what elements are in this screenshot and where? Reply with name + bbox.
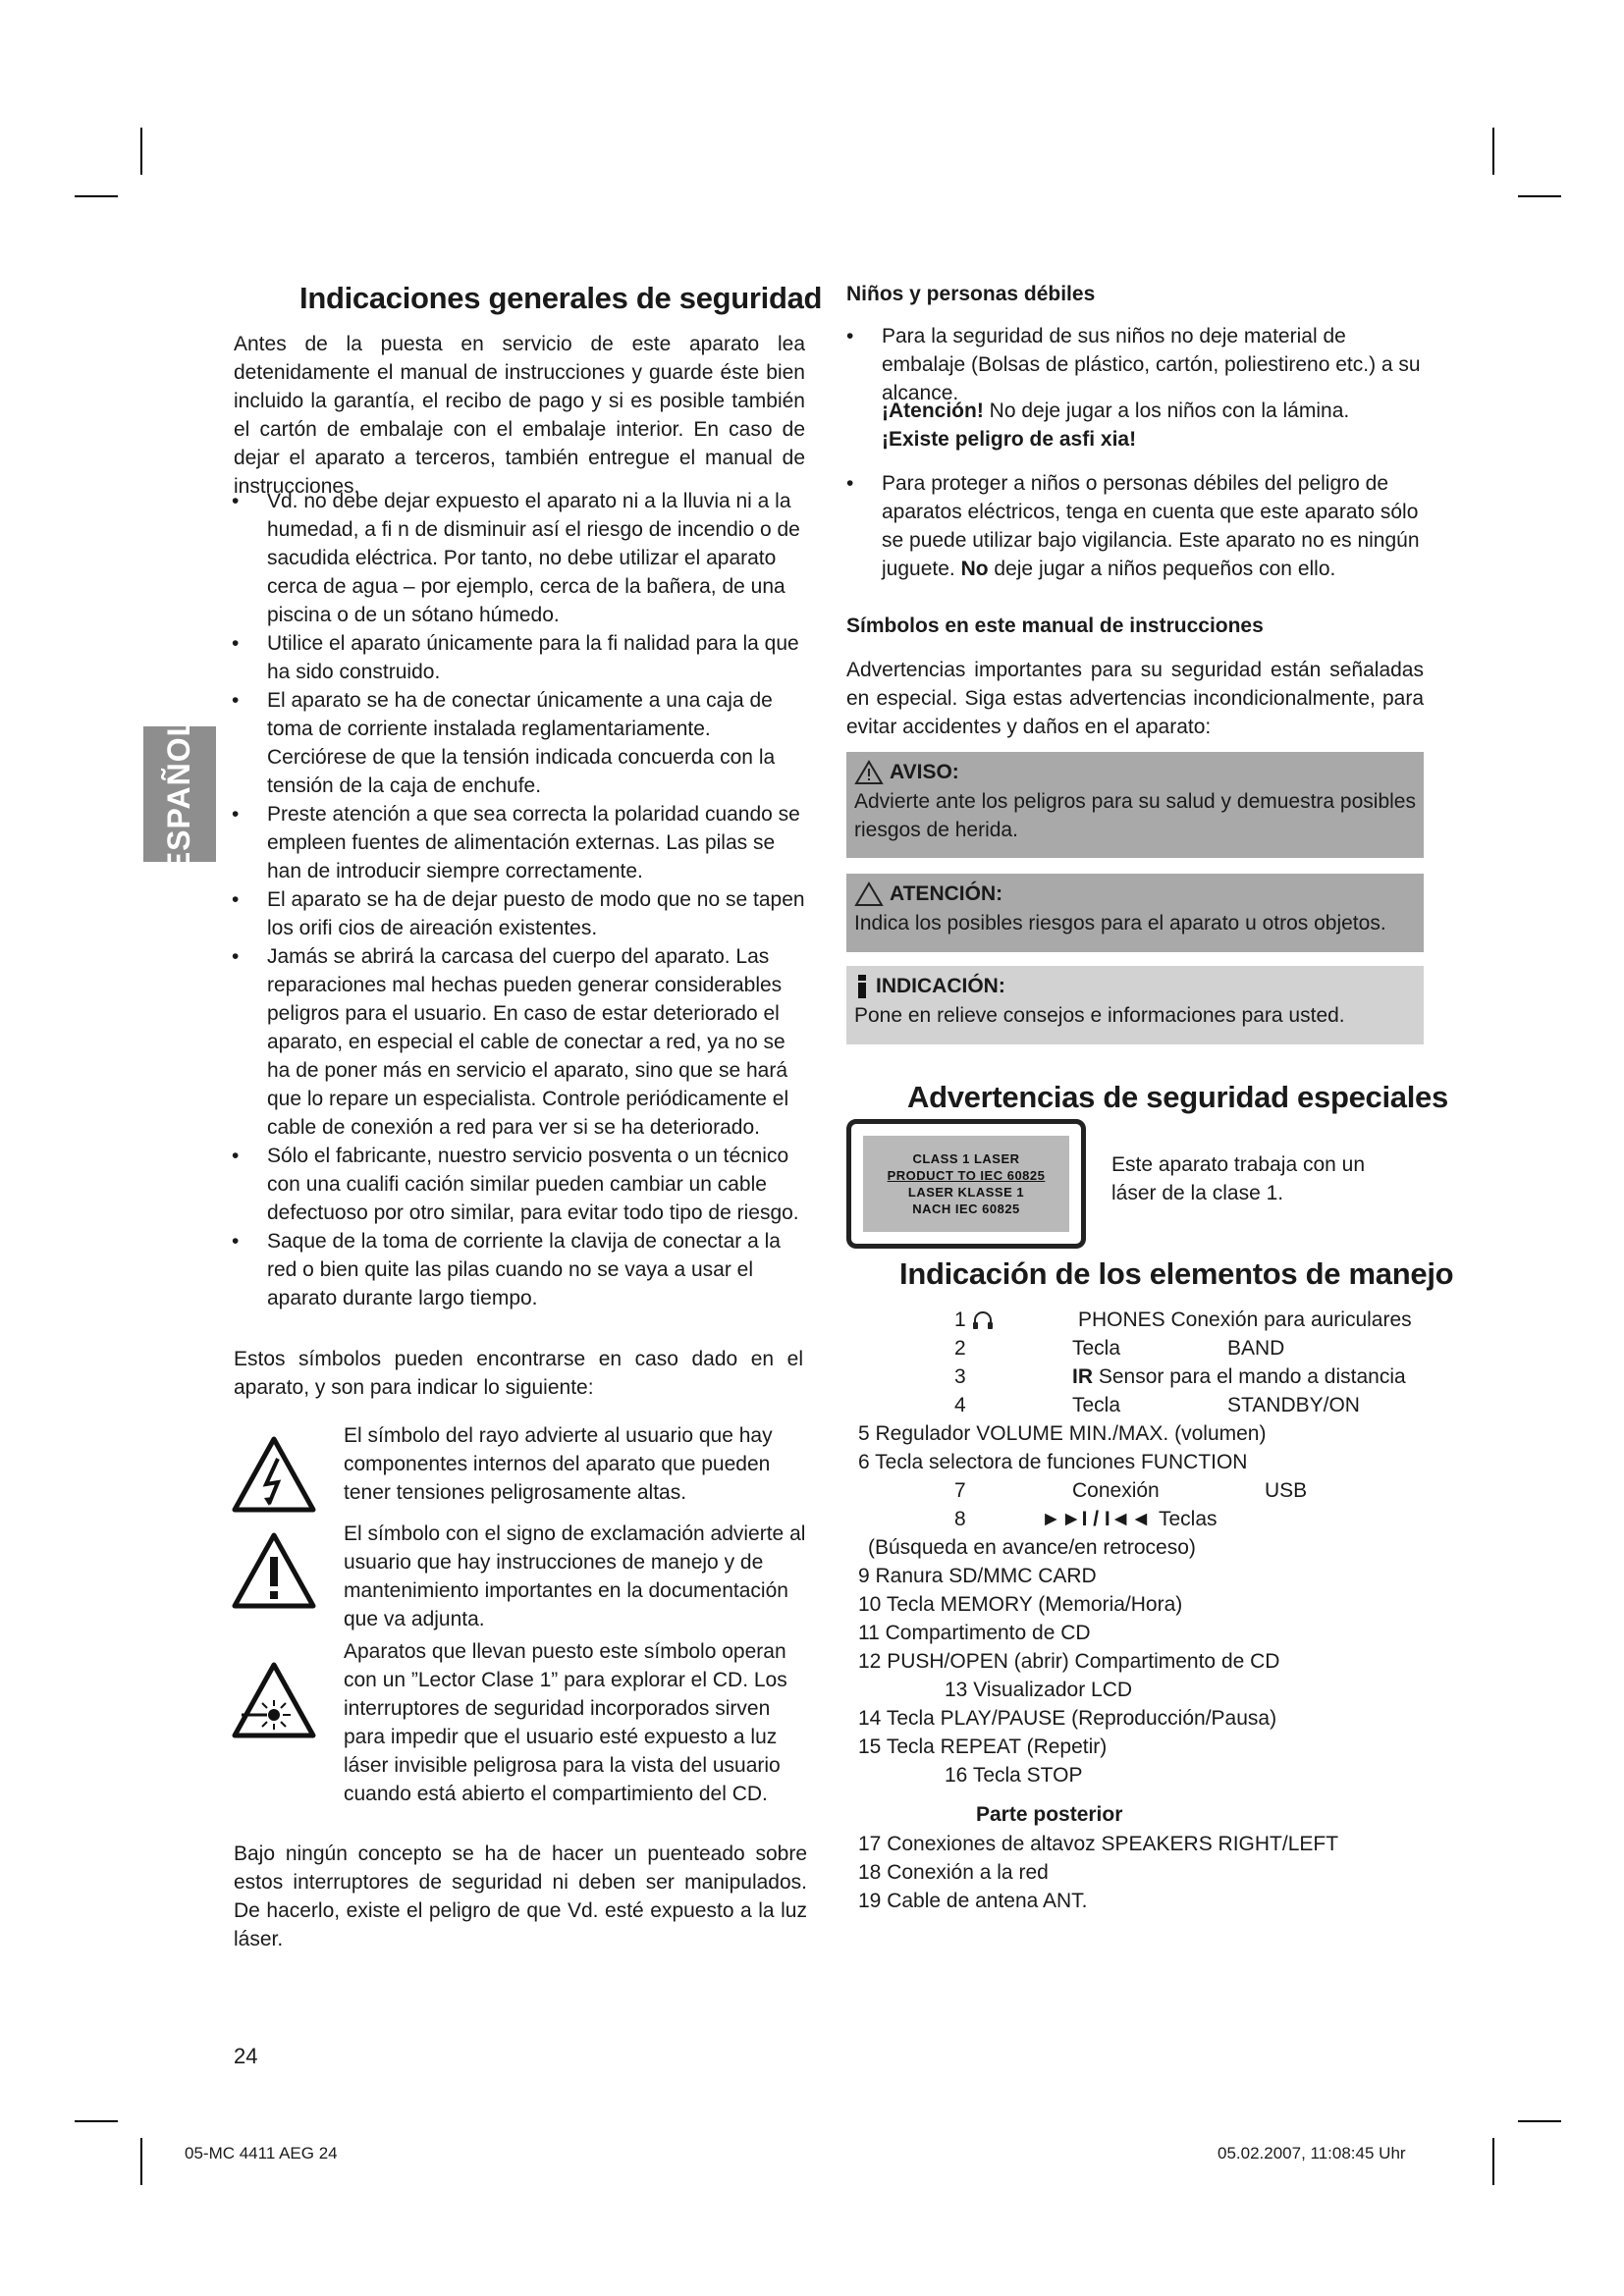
control-11: 11 Compartimento de CD	[858, 1622, 1091, 1644]
footer-timestamp: 05.02.2007, 11:08:45 Uhr	[1218, 2144, 1406, 2163]
notice-aviso-label: AVISO:	[890, 761, 959, 783]
child-bullet2-text-b: deje jugar a niños pequeños con ello.	[988, 558, 1336, 580]
laser-class-label	[846, 1119, 1086, 1249]
control-13: 13 Visualizador LCD	[945, 1679, 1133, 1701]
control-16: 16 Tecla STOP	[945, 1764, 1083, 1787]
control-3-ir: IR	[1072, 1365, 1093, 1388]
list-item: • El aparato se ha de dejar puesto de modo que no se tapen los orifi cios de aireación existentes.	[232, 885, 805, 942]
crop-mark-br-h	[1518, 2120, 1561, 2122]
control-3-text: Sensor para el mando a distancia	[1093, 1365, 1406, 1388]
headphones-icon	[972, 1310, 994, 1330]
controls-title: Indicación de los elementos de manejo	[899, 1256, 1454, 1291]
crop-mark-tr-h	[1518, 195, 1561, 197]
control-4-label: Tecla	[1072, 1394, 1121, 1416]
crop-mark-tr-v	[1492, 128, 1494, 175]
list-item: • Jamás se abrirá la carcasa del cuerpo del aparato. Las reparaciones mal hechas pueden generar considerables peligros para el usuario. En caso de estar deteriorado el aparato, en especial el cable de conectar a red, ya no se ha de poner más en servicio el aparato, sino que se hará que lo repare un especialista. Controle periódicamente el cable de conexión a red para ver si se ha deteriorado.	[232, 942, 805, 1142]
general-safety-title: Indicaciones generales de seguridad	[299, 281, 823, 315]
control-5: 5 Regulador VOLUME MIN./MAX. (volumen)	[858, 1422, 1267, 1445]
notice-atencion-title	[846, 874, 1424, 907]
symbols-manual-title: Símbolos en este manual de instrucciones	[846, 614, 1264, 637]
laser-class-text: Este aparato trabaja con un láser de la clase 1.	[1111, 1153, 1366, 1204]
laser-label-line: CLASS 1 LASER	[912, 1151, 1020, 1166]
symbol-laser-text: Aparatos que llevan puesto este símbolo operan con un ”Lector Clase 1” para explorar el CD. Los interruptores de seguridad incorporados sirven para impedir que el usuario esté expuesto a luz láser invisible peligrosa para la vista del usuario cuando está abierto el compartimiento del CD.	[344, 1640, 787, 1805]
children-list	[846, 322, 1426, 407]
crop-mark-tl-v	[140, 128, 142, 175]
list-item: • Sólo el fabricante, nuestro servicio posventa o un técnico con una cualifi cación similar pueden cambiar un cable defectuoso por otro similar, para evitar todo tipo de riesgo.	[232, 1142, 805, 1227]
notice-atencion-label: ATENCIÓN:	[890, 882, 1003, 905]
list-item	[846, 469, 1426, 583]
control-7-label: Conexión	[1072, 1479, 1160, 1502]
children-list-2	[846, 469, 1426, 583]
language-side-tab	[143, 716, 216, 873]
list-item: • El aparato se ha de conectar únicamente a una caja de toma de corriente instalada reglamentariamente. Cerciórese de que la tensión indicada concuerda con la tensión de la caja de enchufe.	[232, 686, 805, 800]
control-6: 6 Tecla selectora de funciones FUNCTION	[858, 1451, 1248, 1473]
notice-indicacion-label: INDICACIÓN:	[876, 975, 1005, 997]
exclamation-warning-icon	[232, 1531, 316, 1610]
list-item: • Vd. no debe dejar expuesto el aparato ni a la lluvia ni a la humedad, a fi n de disminuir así el riesgo de incendio o de sacudida eléctrica. Por tanto, no debe utilizar el aparato cerca de agua – por ejemplo, cerca de la bañera, de una piscina o de un sótano húmedo.	[232, 487, 805, 629]
list-item: • Para la seguridad de sus niños no deje material de embalaje (Bolsas de plástico, cartón, poliestireno etc.) a su alcance.	[846, 322, 1426, 407]
symbol-laser-row	[232, 1637, 806, 1834]
symbol-exclamation-row	[232, 1520, 806, 1637]
control-10: 10 Tecla MEMORY (Memoria/Hora)	[858, 1593, 1183, 1616]
control-4-value: STANDBY/ON	[1227, 1394, 1360, 1416]
control-8-symbols: ►►I / I◄◄	[1041, 1508, 1152, 1530]
control-8-number: 8	[954, 1508, 966, 1530]
crop-mark-br-v	[1492, 2138, 1494, 2185]
info-icon	[854, 974, 870, 999]
control-17: 17 Conexiones de altavoz SPEAKERS RIGHT/LEFT	[858, 1833, 1339, 1855]
symbols-intro: Estos símbolos pueden encontrarse en caso dado en el aparato, y son para indicar lo siguiente:	[234, 1348, 803, 1399]
crop-mark-bl-h	[75, 2120, 118, 2122]
list-item: • Preste atención a que sea correcta la polaridad cuando se empleen fuentes de alimentación externas. Las pilas se han de introducir siempre correctamente.	[232, 800, 805, 885]
suffocation-warning	[882, 397, 1422, 454]
laser-label-line: PRODUCT TO IEC 60825	[887, 1168, 1046, 1183]
page-number: 24	[234, 2044, 258, 2068]
notice-aviso-title	[846, 752, 1424, 785]
control-18: 18 Conexión a la red	[858, 1861, 1049, 1884]
control-1-label: PHONES Conexión para auriculares	[1078, 1308, 1412, 1331]
rear-panel-title: Parte posterior	[976, 1803, 1123, 1826]
language-side-tab-label: ESPAÑOL	[161, 716, 197, 873]
control-2-number: 2	[954, 1337, 966, 1360]
control-8-label: Teclas	[1159, 1508, 1218, 1530]
lightning-warning-icon	[232, 1435, 316, 1514]
control-19: 19 Cable de antena ANT.	[858, 1890, 1088, 1912]
symbols-manual-text: Advertencias importantes para su seguridad están señaladas en especial. Siga estas advertencias incondicionalmente, para evitar accidentes y daños en el aparato:	[846, 659, 1424, 738]
safety-switch-note: Bajo ningún concepto se ha de hacer un puenteado sobre estos interruptores de seguridad ni deben ser manipulados. De hacerlo, existe el peligro de que Vd. esté expuesto a la luz láser.	[234, 1842, 807, 1950]
control-3-number: 3	[954, 1365, 966, 1388]
laser-label-line: NACH IEC 60825	[912, 1201, 1020, 1216]
control-1-number: 1	[954, 1308, 966, 1331]
control-14: 14 Tecla PLAY/PAUSE (Reproducción/Pausa)	[858, 1707, 1277, 1730]
notice-atencion	[846, 874, 1424, 952]
notice-aviso	[846, 752, 1424, 858]
control-2-value: BAND	[1227, 1337, 1285, 1360]
notice-aviso-body: Advierte ante los peligros para su salud y demuestra posibles riesgos de herida.	[854, 790, 1416, 841]
control-3-label	[1072, 1364, 1406, 1390]
general-safety-intro: Antes de la puesta en servicio de este aparato lea detenidamente el manual de instrucciones y guarde éste bien incluido la garantía, el recibo de pago y si es posible también el cartón de embalaje con el embalaje interior. En caso de dejar el aparato a terceros, también entregue el manual de instrucciones.	[234, 333, 805, 498]
control-15: 15 Tecla REPEAT (Repetir)	[858, 1735, 1108, 1758]
attention-mid: No deje jugar a los niños con la lámina.	[983, 400, 1350, 422]
child-bullet2-text-a: Para proteger a niños o personas débiles del peligro de aparatos eléctricos, tenga en cuenta que este aparato sólo se puede utilizar bajo vigilancia. Este aparato no es ningún juguete.	[882, 472, 1420, 580]
warning-triangle-icon	[854, 760, 884, 785]
laser-label-line: LASER KLASSE 1	[907, 1185, 1025, 1200]
attention-lead: ¡Atención!	[882, 400, 984, 422]
general-safety-list	[232, 487, 805, 1312]
control-2-label: Tecla	[1072, 1337, 1121, 1360]
laser-class-label-inner	[863, 1136, 1069, 1232]
control-7-value: USB	[1265, 1479, 1308, 1502]
notice-indicacion-body: Pone en relieve consejos e informaciones para usted.	[854, 1004, 1345, 1027]
footer-file-info: 05-MC 4411 AEG 24	[185, 2144, 338, 2163]
notice-atencion-body: Indica los posibles riesgos para el aparato u otros objetos.	[854, 912, 1386, 934]
symbol-lightning-row	[232, 1421, 806, 1516]
attention-bold: ¡Existe peligro de asfi xia!	[882, 428, 1137, 451]
control-9: 9 Ranura SD/MMC CARD	[858, 1565, 1097, 1587]
special-safety-title: Advertencias de seguridad especiales	[907, 1080, 1448, 1114]
list-item: • Saque de la toma de corriente la clavija de conectar a la red o bien quite las pilas cuando no se vaya a usar el aparato durante largo tiempo.	[232, 1227, 805, 1312]
crop-mark-tl-h	[75, 195, 118, 197]
control-7-number: 7	[954, 1479, 966, 1502]
control-8-description: (Búsqueda en avance/en retroceso)	[868, 1536, 1196, 1559]
caution-triangle-icon	[854, 881, 884, 907]
child-bullet2-no: No	[960, 558, 989, 580]
symbol-exclamation-text: El símbolo con el signo de exclamación advierte al usuario que hay instrucciones de manejo y de mantenimiento importantes en la documentación que va adjunta.	[344, 1522, 806, 1630]
laser-warning-icon	[232, 1661, 316, 1739]
notice-indicacion-title	[846, 966, 1424, 999]
control-12: 12 PUSH/OPEN (abrir) Compartimento de CD	[858, 1650, 1280, 1673]
children-section-title: Niños y personas débiles	[846, 283, 1096, 305]
symbol-lightning-text: El símbolo del rayo advierte al usuario que hay componentes internos del aparato que pueden tener tensiones peligrosamente altas.	[344, 1424, 773, 1504]
crop-mark-bl-v	[140, 2138, 142, 2185]
list-item: • Utilice el aparato únicamente para la fi nalidad para la que ha sido construido.	[232, 629, 805, 686]
control-4-number: 4	[954, 1394, 966, 1416]
notice-indicacion	[846, 966, 1424, 1044]
